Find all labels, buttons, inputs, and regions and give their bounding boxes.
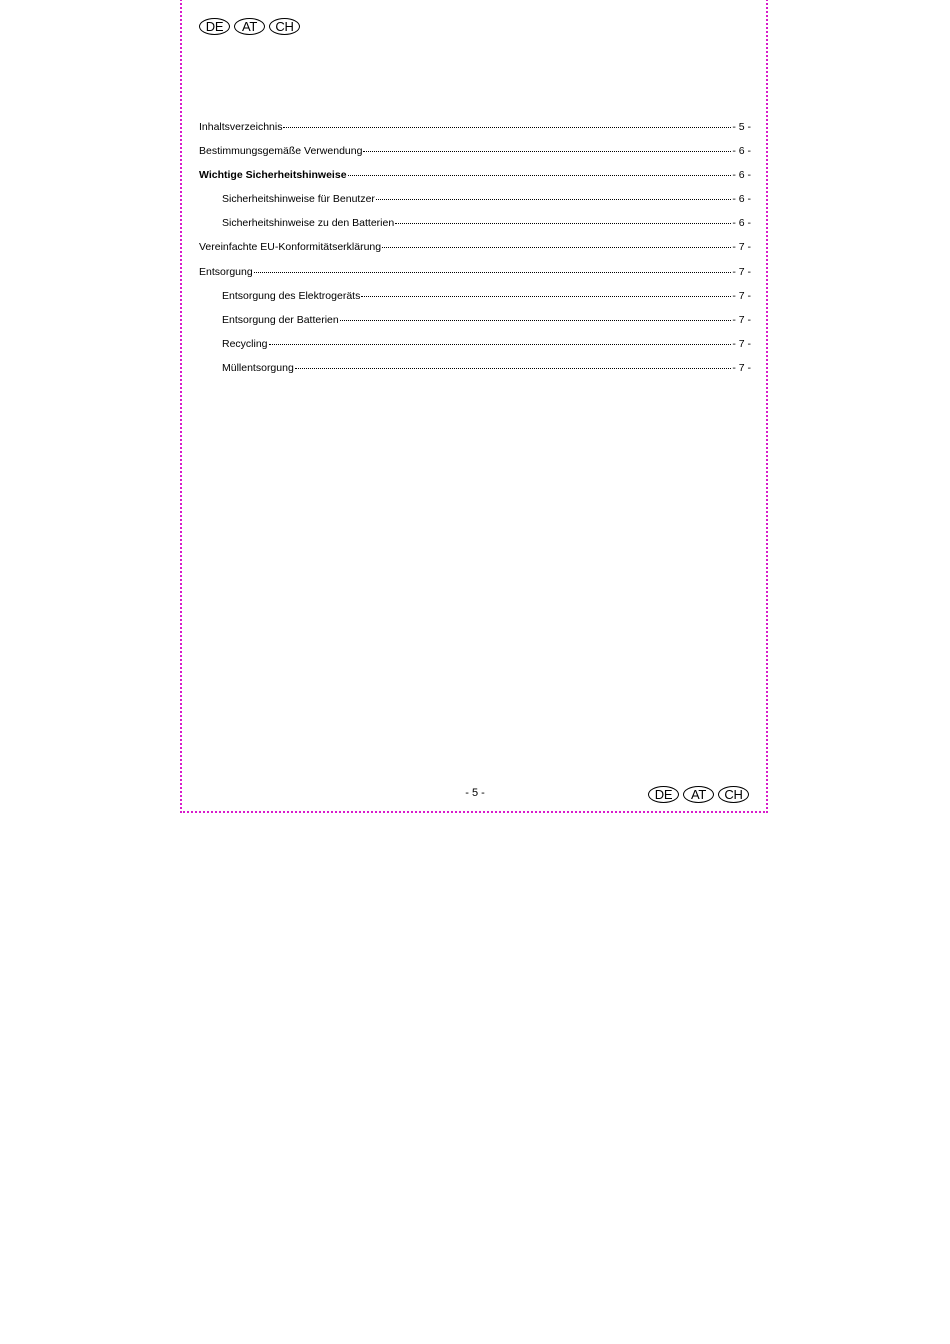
country-badge-ch: CH [269,18,300,35]
toc-leader-dots [363,151,731,152]
country-badge-de: DE [648,786,679,803]
toc-leader-dots [348,175,732,176]
toc-leader-dots [340,320,732,321]
toc-entry-page: - 7 - [732,361,751,374]
toc-subentry[interactable] [199,314,751,338]
toc-entry-label: Müllentsorgung [222,361,294,374]
toc-entry[interactable] [199,241,751,265]
toc-leader-dots [283,127,731,128]
footer-country-badges [648,786,749,803]
toc-entry[interactable] [199,145,751,169]
toc-entry-label: Inhaltsverzeichnis [199,121,283,133]
toc-subentry[interactable] [199,217,751,241]
country-badge-ch: CH [718,786,749,803]
toc-entry-page: - 6 - [732,193,751,206]
toc-subentry[interactable] [199,290,751,314]
toc-entry-page: - 6 - [732,145,751,158]
toc-entry-label: Entsorgung [199,265,253,278]
country-badge-de: DE [199,18,230,35]
toc-entry-label: Entsorgung der Batterien [222,313,339,326]
country-badge-at: AT [683,786,714,803]
toc-subentry[interactable] [199,193,751,217]
toc-entry-page: - 7 - [732,313,751,326]
toc-entry[interactable] [199,169,751,193]
toc-entry-page: - 7 - [732,289,751,302]
toc-entry-page: - 7 - [732,337,751,350]
toc-entry-page: - 6 - [732,169,751,182]
header-country-badges [199,18,300,35]
toc-entry[interactable] [199,266,751,290]
toc-entry-page: - 7 - [732,265,751,278]
toc-leader-dots [376,199,731,200]
country-badge-at: AT [234,18,265,35]
toc-entry-label: Bestimmungsgemäße Verwendung [199,145,363,158]
toc-leader-dots [269,344,732,345]
toc-entry-label: Sicherheitshinweise zu den Batterien [222,217,395,230]
toc-leader-dots [295,368,732,369]
toc-entry-page: - 5 - [732,121,751,133]
toc-entry-label: Sicherheitshinweise für Benutzer [222,193,375,206]
toc-leader-dots [395,223,731,224]
toc-entry-label: Wichtige Sicherheitshinweise [199,169,347,182]
toc-entry-page: - 6 - [732,217,751,230]
toc-entry-label: Recycling [222,337,268,350]
toc-entry-page: - 7 - [732,241,751,254]
toc-subentry[interactable] [199,362,751,386]
page-number: - 5 - [465,787,485,799]
toc-leader-dots [361,296,731,297]
toc-leader-dots [254,272,732,273]
table-of-contents [199,121,751,386]
toc-entry[interactable] [199,121,751,145]
toc-leader-dots [382,247,731,248]
toc-entry-label: Entsorgung des Elektrogeräts [222,289,361,302]
toc-entry-label: Vereinfachte EU-Konformitätserklärung [199,241,382,254]
toc-subentry[interactable] [199,338,751,362]
